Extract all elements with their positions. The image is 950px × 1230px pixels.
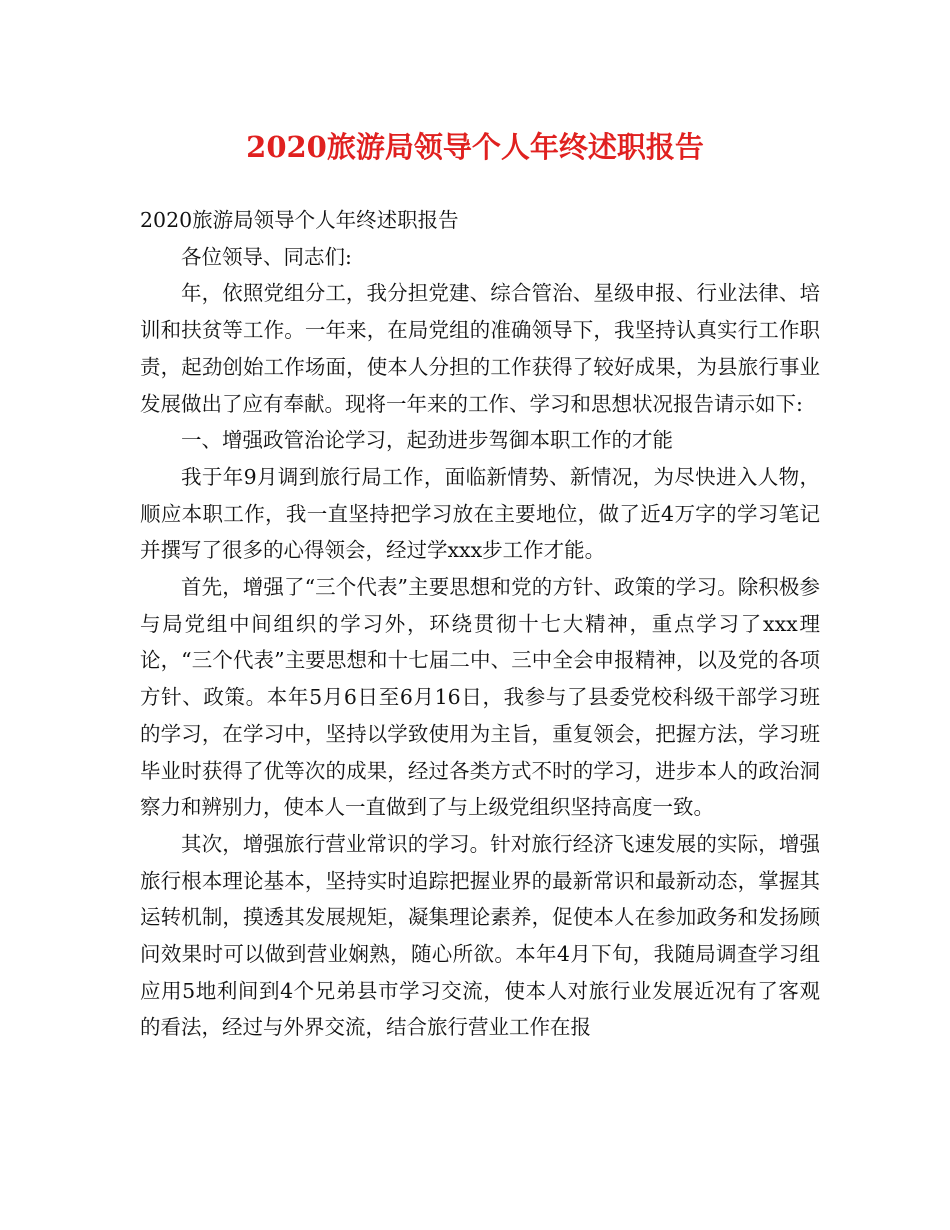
paragraph: 我于年9月调到旅行局工作，面临新情势、新情况，为尽快进入人物，顺应本职工作，我一直坚持把学习放在主要地位，做了近4万字的学习笔记并撰写了很多的心得领会，经过学xxx步工作才能。 <box>140 464 820 563</box>
document-title: 2020旅游局领导个人年终述职报告 <box>246 130 704 164</box>
document-body <box>140 202 820 1046</box>
paragraph: 首先，增强了“三个代表”主要思想和党的方针、政策的学习。除积极参与局党组中间组织的学习外，环绕贯彻十七大精神，重点学习了xxx理论，“三个代表”主要思想和十七届二中、三中全会申报精神，以及党的各项方针、政策。本年5月6日至6月16日，我参与了县委党校科级干部学习班的学习，在学习中，坚持以学致使用为主旨，重复领会，把握方法，学习班毕业时获得了优等次的成果，经过各类方式不时的学习，进步本人的政治洞察力和辨别力，使本人一直做到了与上级党组织坚持高度一致。 <box>140 575 820 820</box>
paragraph: 年，依照党组分工，我分担党建、综合管治、星级申报、行业法律、培训和扶贫等工作。一年来，在局党组的准确领导下，我坚持认真实行工作职责，起劲创始工作场面，使本人分担的工作获得了较好成果，为县旅行事业发展做出了应有奉献。现将一年来的工作、学习和思想状况报告请示如下: <box>140 281 820 416</box>
paragraph: 各位领导、同志们: <box>181 244 352 269</box>
paragraph: 2020旅游局领导个人年终述职报告 <box>140 208 459 232</box>
paragraph: 其次，增强旅行营业常识的学习。针对旅行经济飞速发展的实际，增强旅行根本理论基本，坚持实时追踪把握业界的最新常识和最新动态，掌握其运转机制，摸透其发展规矩，凝集理论素养，促使本人在参加政务和发扬顾问效果时可以做到营业娴熟，随心所欲。本年4月下旬，我随局调查学习组应用5地利间到4个兄弟县市学习交流，使本人对旅行业发展近况有了客观的看法，经过与外界交流，结合旅行营业工作在报 <box>140 831 820 1040</box>
paragraph: 一、增强政管治论学习，起劲进步驾御本职工作的才能 <box>181 428 673 453</box>
